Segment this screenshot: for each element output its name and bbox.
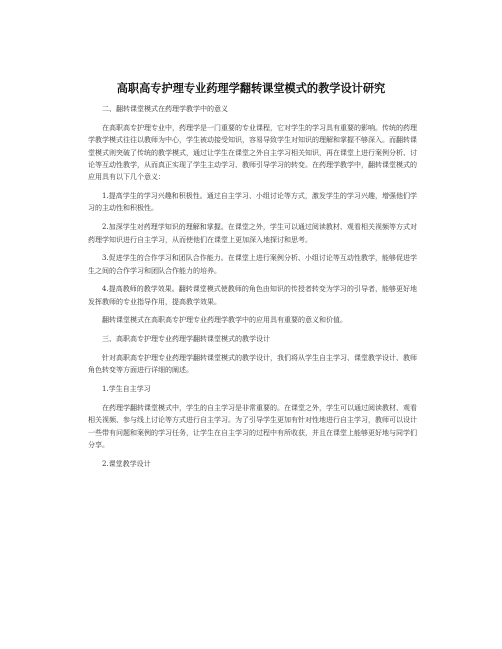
list-item-2: 2.加深学生对药理学知识的理解和掌握。在课堂之外，学生可以通过阅读教材、观看相关视频等方式对药理学知识进行自主学习，从而使他们在课堂上更加深入地探讨和思考。 — [88, 223, 417, 244]
document-title: 高职高专护理专业药理学翻转课堂模式的教学设计研究 — [116, 82, 386, 95]
paragraph-self-study: 在药理学翻转课堂模式中，学生的自主学习是非常重要的。在课堂之外，学生可以通过阅读教材、观看相关视频、参与线上讨论等方式进行自主学习。为了引导学生更加有针对性地进行自主学习，教师可以设计一些带有问题和案例的学习任务，让学生在自主学习的过程中有所收获，并且在课堂上能够更好地与同学们分享。 — [88, 403, 417, 449]
subheading-self-study: 1.学生自主学习 — [102, 384, 151, 393]
section-heading-3: 三、高职高专护理专业药理学翻转课堂模式的教学设计 — [102, 335, 270, 344]
subheading-classroom-design: 2.课堂教学设计 — [102, 459, 151, 468]
list-item-4: 4.提高教师的教学效果。翻转课堂模式使教师的角色由知识的传授者转变为学习的引导者，能够更好地发挥教师的专业指导作用，提高教学效果。 — [88, 285, 417, 306]
list-item-3: 3.促进学生的合作学习和团队合作能力。在课堂上进行案例分析、小组讨论等互动性教学，能够促进学生之间的合作学习和团队合作能力的培养。 — [88, 254, 417, 275]
paragraph-intro: 在高职高专护理专业中，药理学是一门重要的专业课程，它对学生的学习具有重要的影响。传统的药理学教学模式往往以教师为中心，学生被动接受知识，容易导致学生对知识的理解和掌握不够深入。而翻转课堂模式则突破了传统的教学模式，通过让学生在课堂之外自主学习相关知识，再在课堂上进行案例分析、讨论等互动性教学，从而真正实现了学生主动学习、教师引导学习的转变。在药理学教学中，翻转课堂模式的应用具有以下几个意义： — [88, 123, 417, 182]
document-body — [88, 103, 417, 476]
section-heading-2: 二、翻转课堂模式在药理学教学中的意义 — [102, 105, 228, 113]
list-item-1: 1.提高学生的学习兴趣和积极性。通过自主学习、小组讨论等方式，激发学生的学习兴趣，增强他们学习的主动性和积极性。 — [88, 192, 417, 213]
paragraph-design-intro: 针对高职高专护理专业药理学翻转课堂模式的教学设计，我们将从学生自主学习、课堂教学设计、教师角色转变等方面进行详细的阐述。 — [88, 353, 417, 375]
paragraph-summary: 翻转课堂模式在高职高专护理专业药理学教学中的应用具有重要的意义和价值。 — [102, 316, 347, 325]
